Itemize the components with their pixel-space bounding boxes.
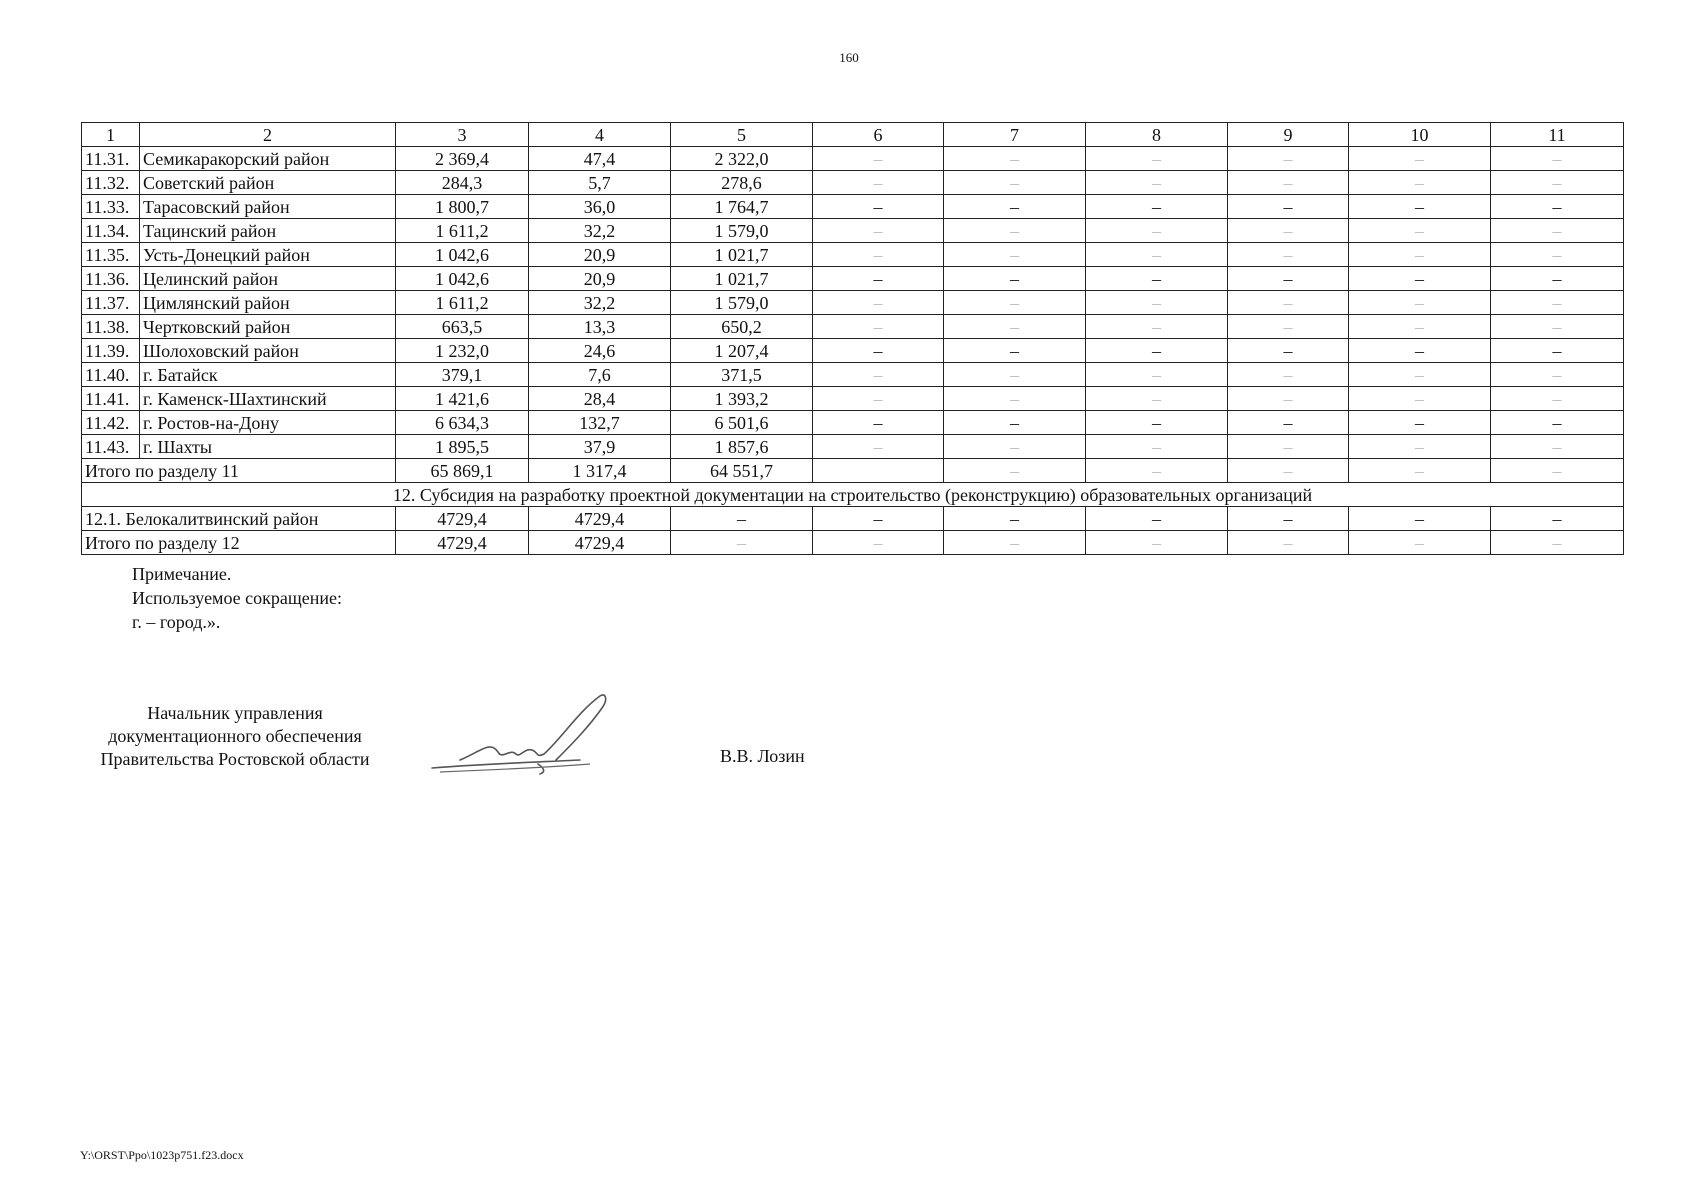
empty-value-cell: – [944,507,1086,531]
value-cell: 28,4 [529,387,671,411]
empty-value-cell: – [1086,531,1228,555]
empty-value-cell: – [1228,459,1349,483]
empty-value-cell: – [1228,243,1349,267]
value-cell: 20,9 [529,267,671,291]
table-row [82,219,1624,243]
row-name: Тарасовский район [140,195,396,219]
empty-value-cell: – [944,315,1086,339]
file-path: Y:\ORST\Ppo\1023p751.f23.docx [80,1148,244,1162]
column-header: 9 [1228,123,1349,147]
total-row-11 [82,459,1624,483]
empty-value-cell: – [813,435,944,459]
row-name: 12.1. Белокалитвинский район [82,507,396,531]
empty-value-cell: – [944,219,1086,243]
row-name: Усть-Донецкий район [140,243,396,267]
value-cell: 65 869,1 [396,459,529,483]
empty-value-cell: – [813,531,944,555]
empty-value-cell: – [944,291,1086,315]
table-row [82,435,1624,459]
value-cell: 47,4 [529,147,671,171]
empty-value-cell: – [813,195,944,219]
empty-value-cell: – [1491,195,1624,219]
value-cell: 5,7 [529,171,671,195]
signatory-title [80,702,390,771]
value-cell: 1 611,2 [396,291,529,315]
value-cell: 1 579,0 [671,219,813,243]
section-title: 12. Субсидия на разработку проектной документации на строительство (реконструкцию) образовательных организаций [82,483,1624,507]
empty-value-cell: – [1086,267,1228,291]
empty-value-cell: – [1086,363,1228,387]
row-number: 11.35. [82,243,140,267]
empty-value-cell: – [944,195,1086,219]
row-number: 11.36. [82,267,140,291]
signatory-line-1: Начальник управления [147,703,323,723]
value-cell: 4729,4 [396,507,529,531]
table-row [82,291,1624,315]
empty-value-cell: – [1491,267,1624,291]
empty-value-cell: – [1086,315,1228,339]
empty-value-cell: – [813,339,944,363]
total-label: Итого по разделу 11 [82,459,396,483]
header-row [82,123,1624,147]
empty-value-cell: – [1086,411,1228,435]
empty-value-cell: – [813,171,944,195]
empty-value-cell: – [944,363,1086,387]
row-name: Целинский район [140,267,396,291]
value-cell: 1 207,4 [671,339,813,363]
row-name: г. Шахты [140,435,396,459]
notes-abbrev: г. – город.». [132,612,221,632]
empty-value-cell: – [1086,243,1228,267]
empty-value-cell: – [1228,219,1349,243]
empty-value-cell: – [1228,435,1349,459]
value-cell: 278,6 [671,171,813,195]
value-cell: 1 857,6 [671,435,813,459]
signatory-name: В.В. Лозин [720,746,805,766]
empty-value-cell: – [1491,387,1624,411]
row-number: 11.40. [82,363,140,387]
empty-value-cell: – [1491,411,1624,435]
column-header: 5 [671,123,813,147]
empty-value-cell: – [1228,291,1349,315]
table-row [82,387,1624,411]
row-number: 11.37. [82,291,140,315]
value-cell: 1 393,2 [671,387,813,411]
value-cell: 1 042,6 [396,243,529,267]
column-header: 4 [529,123,671,147]
empty-value-cell: – [1491,363,1624,387]
empty-value-cell: – [1228,147,1349,171]
column-header: 2 [140,123,396,147]
row-number: 11.43. [82,435,140,459]
column-header: 7 [944,123,1086,147]
notes-abbrev-heading: Используемое сокращение: [132,588,342,608]
empty-value-cell [813,459,944,483]
row-name: Тацинский район [140,219,396,243]
empty-value-cell: – [944,267,1086,291]
empty-value-cell: – [1349,507,1491,531]
empty-value-cell: – [1349,291,1491,315]
empty-value-cell: – [1349,243,1491,267]
row-number: 11.41. [82,387,140,411]
signatory-line-3: Правительства Ростовской области [100,749,370,769]
empty-value-cell: – [1228,171,1349,195]
value-cell: 1 021,7 [671,267,813,291]
value-cell: 4729,4 [396,531,529,555]
empty-value-cell: – [1349,411,1491,435]
subsidy-table [81,122,1624,555]
empty-value-cell: – [1086,291,1228,315]
empty-value-cell: – [1086,147,1228,171]
empty-value-cell: – [944,171,1086,195]
empty-value-cell: – [813,507,944,531]
empty-value-cell: – [1086,219,1228,243]
row-number: 11.32. [82,171,140,195]
empty-value-cell: – [1491,339,1624,363]
row-number: 11.42. [82,411,140,435]
empty-value-cell: – [944,147,1086,171]
column-header: 8 [1086,123,1228,147]
row-number: 11.31. [82,147,140,171]
value-cell: 6 501,6 [671,411,813,435]
value-cell: 2 322,0 [671,147,813,171]
empty-value-cell: – [1086,339,1228,363]
row-name: г. Ростов-на-Дону [140,411,396,435]
value-cell: 32,2 [529,219,671,243]
notes-title: Примечание. [132,564,232,584]
empty-value-cell: – [671,507,813,531]
empty-value-cell: – [813,363,944,387]
value-cell: 1 579,0 [671,291,813,315]
empty-value-cell: – [1349,531,1491,555]
empty-value-cell: – [1491,243,1624,267]
row-name: Шолоховский район [140,339,396,363]
empty-value-cell: – [1086,171,1228,195]
empty-value-cell: – [1349,195,1491,219]
row-number: 11.34. [82,219,140,243]
empty-value-cell: – [813,219,944,243]
empty-value-cell: – [1491,171,1624,195]
empty-value-cell: – [1491,435,1624,459]
empty-value-cell: – [1491,291,1624,315]
value-cell: 64 551,7 [671,459,813,483]
table-row [82,507,1624,531]
empty-value-cell: – [1228,315,1349,339]
table-row [82,195,1624,219]
page-number: 160 [839,50,859,65]
table-row [82,267,1624,291]
value-cell: 1 895,5 [396,435,529,459]
empty-value-cell: – [944,531,1086,555]
empty-value-cell: – [1228,411,1349,435]
row-number: 11.39. [82,339,140,363]
empty-value-cell: – [813,315,944,339]
column-header: 10 [1349,123,1491,147]
table-row [82,411,1624,435]
empty-value-cell: – [1086,459,1228,483]
value-cell: 36,0 [529,195,671,219]
column-header: 6 [813,123,944,147]
table-row [82,171,1624,195]
empty-value-cell: – [1086,507,1228,531]
empty-value-cell: – [1349,387,1491,411]
table-row [82,315,1624,339]
empty-value-cell: – [1086,435,1228,459]
total-row-12 [82,531,1624,555]
empty-value-cell: – [1349,339,1491,363]
value-cell: 32,2 [529,291,671,315]
value-cell: 1 317,4 [529,459,671,483]
empty-value-cell: – [813,387,944,411]
empty-value-cell: – [1349,267,1491,291]
value-cell: 1 611,2 [396,219,529,243]
empty-value-cell: – [1228,195,1349,219]
table-row [82,339,1624,363]
table-row [82,363,1624,387]
value-cell: 4729,4 [529,507,671,531]
row-name: г. Каменск-Шахтинский [140,387,396,411]
notes [132,562,342,634]
value-cell: 1 421,6 [396,387,529,411]
empty-value-cell: – [1349,435,1491,459]
value-cell: 371,5 [671,363,813,387]
empty-value-cell: – [1491,315,1624,339]
value-cell: 1 042,6 [396,267,529,291]
value-cell: 379,1 [396,363,529,387]
empty-value-cell: – [1228,507,1349,531]
table-row [82,147,1624,171]
total-label: Итого по разделу 12 [82,531,396,555]
empty-value-cell: – [1228,387,1349,411]
value-cell: 7,6 [529,363,671,387]
empty-value-cell: – [944,339,1086,363]
value-cell: 2 369,4 [396,147,529,171]
handwritten-signature [420,690,640,780]
empty-value-cell: – [1228,267,1349,291]
value-cell: 13,3 [529,315,671,339]
value-cell: 132,7 [529,411,671,435]
column-header: 1 [82,123,140,147]
column-header: 3 [396,123,529,147]
value-cell: 1 232,0 [396,339,529,363]
value-cell: 4729,4 [529,531,671,555]
empty-value-cell: – [1349,147,1491,171]
row-name: Советский район [140,171,396,195]
empty-value-cell: – [1349,363,1491,387]
empty-value-cell: – [1491,531,1624,555]
value-cell: 6 634,3 [396,411,529,435]
empty-value-cell: – [1349,219,1491,243]
value-cell: 1 764,7 [671,195,813,219]
value-cell: 1 021,7 [671,243,813,267]
empty-value-cell: – [1086,387,1228,411]
empty-value-cell: – [1491,507,1624,531]
empty-value-cell: – [813,243,944,267]
row-name: Чертковский район [140,315,396,339]
row-name: Цимлянский район [140,291,396,315]
section-12-header [82,483,1624,507]
value-cell: 20,9 [529,243,671,267]
empty-value-cell: – [813,291,944,315]
value-cell: 663,5 [396,315,529,339]
empty-value-cell: – [813,267,944,291]
empty-value-cell: – [944,243,1086,267]
value-cell: 284,3 [396,171,529,195]
empty-value-cell: – [671,531,813,555]
empty-value-cell: – [1491,459,1624,483]
empty-value-cell: – [1349,459,1491,483]
empty-value-cell: – [1491,219,1624,243]
empty-value-cell: – [1349,171,1491,195]
value-cell: 1 800,7 [396,195,529,219]
signatory-line-2: документационного обеспечения [108,726,362,746]
empty-value-cell: – [1228,363,1349,387]
empty-value-cell: – [944,459,1086,483]
value-cell: 650,2 [671,315,813,339]
row-number: 11.38. [82,315,140,339]
empty-value-cell: – [1349,315,1491,339]
row-number: 11.33. [82,195,140,219]
empty-value-cell: – [944,387,1086,411]
row-name: Семикаракорский район [140,147,396,171]
empty-value-cell: – [1228,339,1349,363]
empty-value-cell: – [813,411,944,435]
empty-value-cell: – [1086,195,1228,219]
value-cell: 37,9 [529,435,671,459]
empty-value-cell: – [813,147,944,171]
column-header: 11 [1491,123,1624,147]
empty-value-cell: – [944,435,1086,459]
table-row [82,243,1624,267]
empty-value-cell: – [944,411,1086,435]
empty-value-cell: – [1491,147,1624,171]
row-name: г. Батайск [140,363,396,387]
value-cell: 24,6 [529,339,671,363]
empty-value-cell: – [1228,531,1349,555]
